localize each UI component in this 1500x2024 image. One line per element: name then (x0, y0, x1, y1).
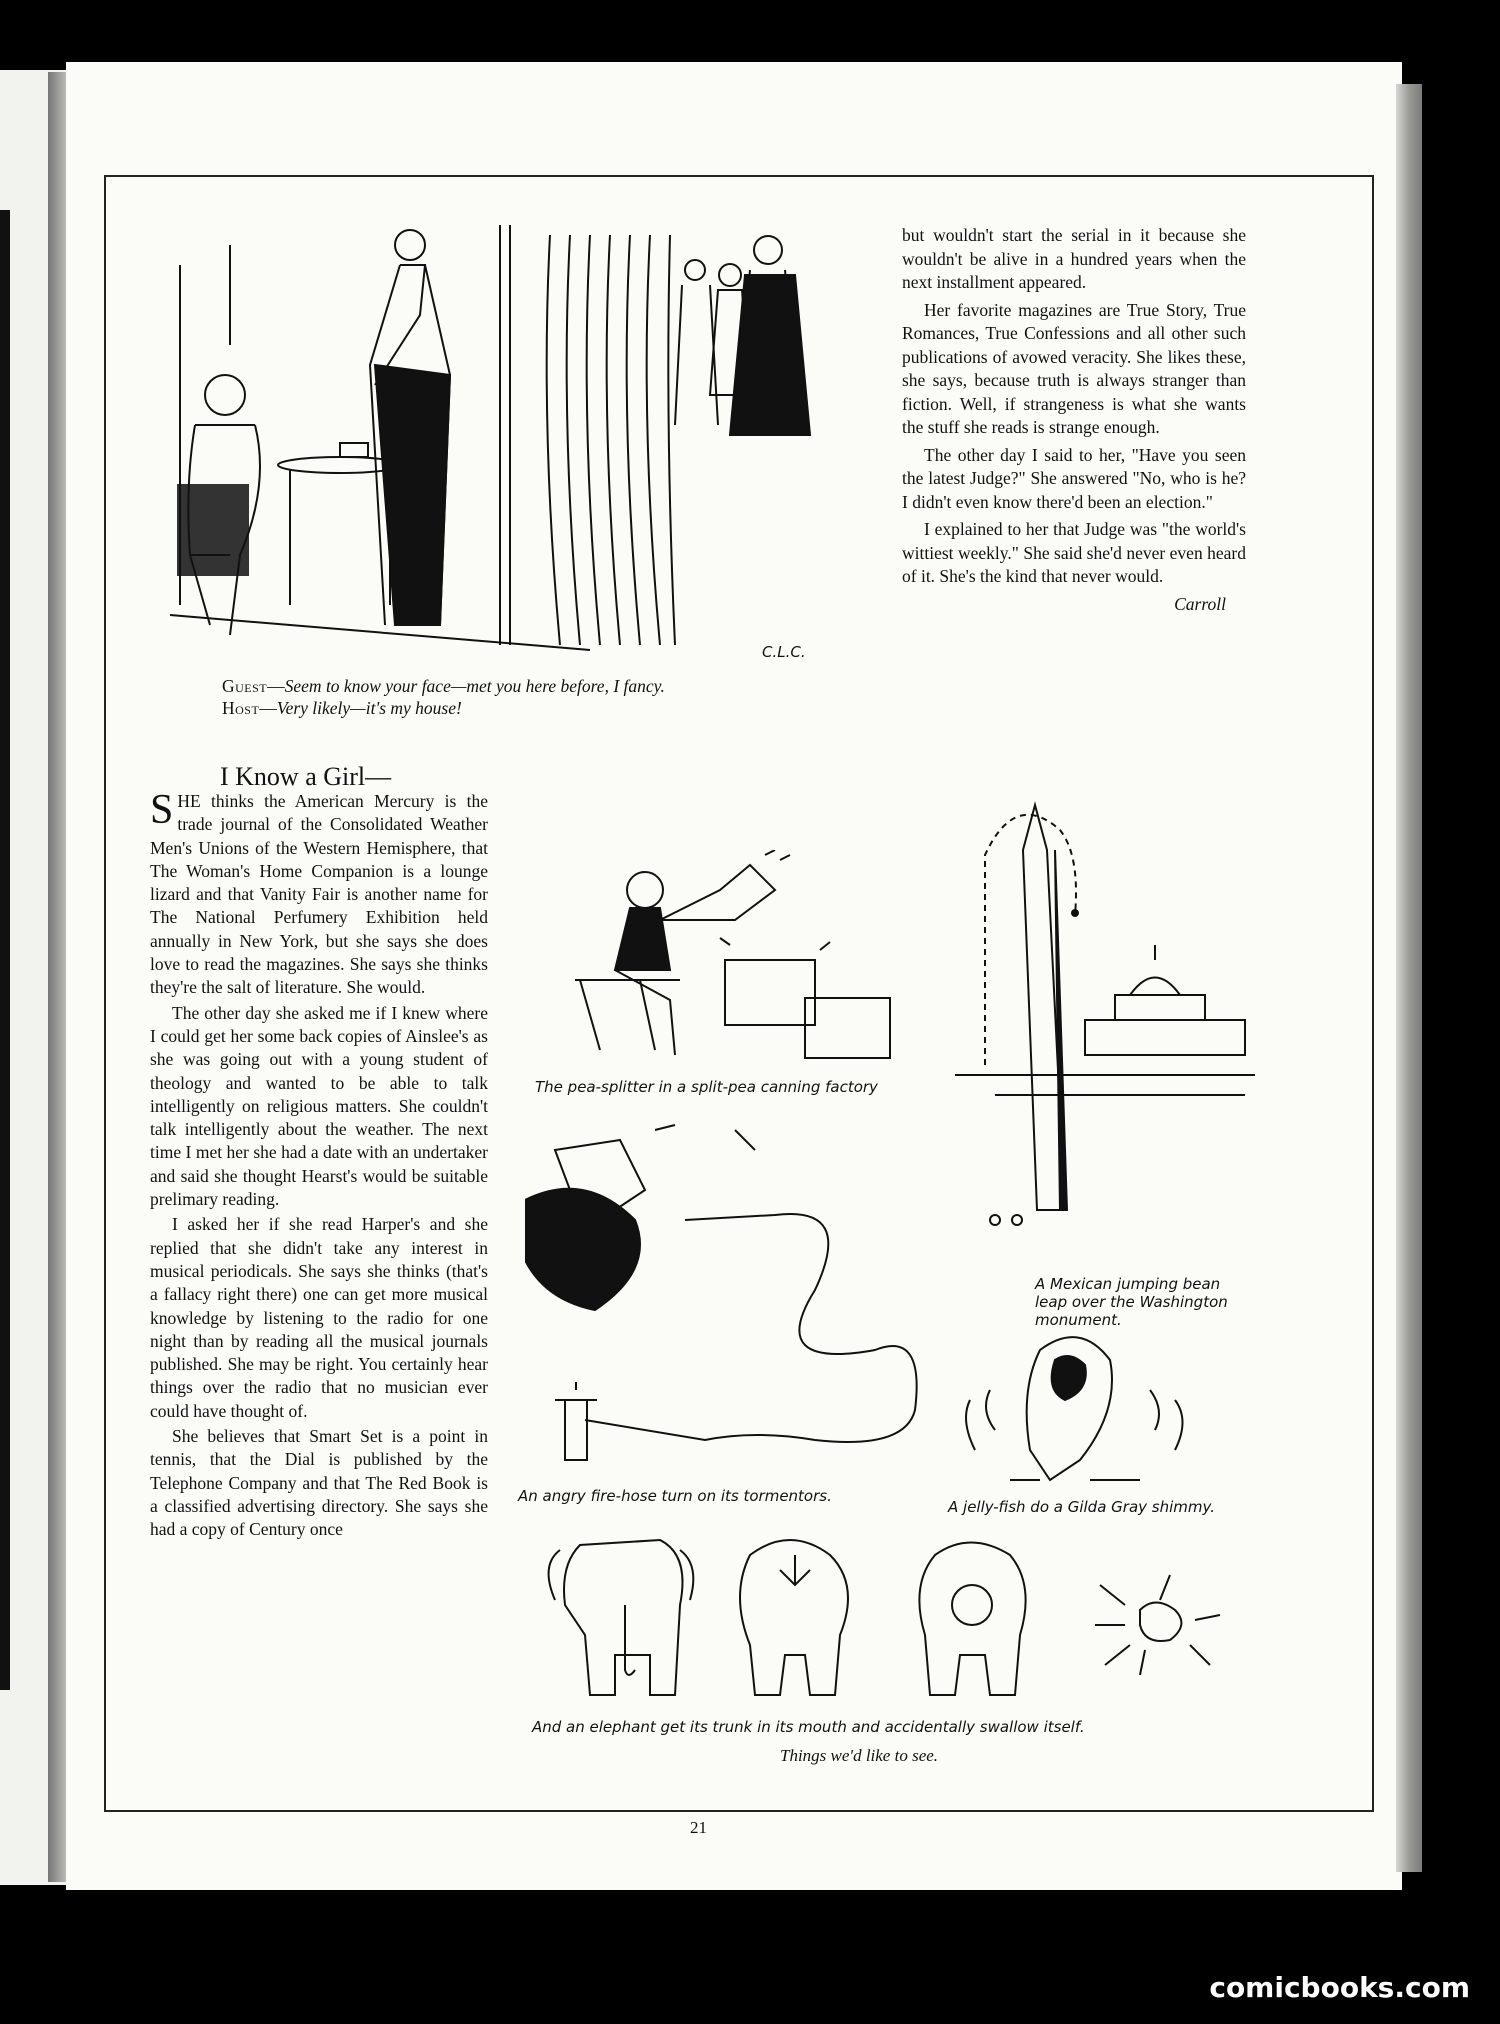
jelly-fish-caption: A jelly-fish do a Gilda Gray shimmy. (948, 1498, 1215, 1516)
article-paragraph-2: The other day she asked me if I knew where I could get her some back copies of Ainslee's as she was going out with a young student of theology and wanted to be able to talk intelligently on religious matters. She couldn't talk intelligently about the weather. The next time I met her she had a date with an undertaker and said she thought Hearst's would be suitable prelimary reading. (150, 1002, 488, 1210)
article-paragraph-3: I asked her if she read Harper's and she replied that she didn't take any interest in musical periodicals. She says she thinks (that's a fallacy right there) one can get more musical knowledge by listening to the radio for one night than by reading all the musical journals published. She may be right. You certainly hear things over the radio that no musician ever could have thought of. (150, 1214, 488, 1421)
jelly-fish-illustration (950, 1330, 1210, 1490)
cartoon-caption (222, 675, 822, 719)
author-signature: Carroll (1174, 593, 1226, 614)
fire-hose-illustration (525, 1110, 945, 1480)
jumping-bean-caption: A Mexican jumping bean leap over the Washington monument. (1035, 1275, 1228, 1329)
right-paragraph-3: The other day I said to her, "Have you seen the latest Judge?" She answered "No, who is he? I didn't even know there'd been an election." (902, 444, 1246, 512)
article-body (150, 787, 488, 1544)
host-label: Host (222, 698, 260, 718)
guest-label: Guest (222, 676, 268, 696)
washington-monument-illustration (955, 795, 1255, 1255)
illustrations-title: Things we'd like to see. (780, 1746, 939, 1765)
article-paragraph-1-text: HE thinks the American Mercury is the trade journal of the Consolidated Weather Men's Unions of the Western Hemisphere, that The Woman's Home Companion is a lounge lizard and that Vanity Fair is another name for The National Perfumery Exhibition held annually in New York, but she says she does love to read the magazines. She says she thinks they're the salt of literature. She would. (150, 791, 488, 998)
drop-cap: S (150, 787, 174, 833)
guest-line: Seem to know your face—met you here before, I fancy. (284, 676, 665, 696)
right-paragraph-4: I explained to her that Judge was "the world's wittiest weekly." She said she'd never even heard of it. She's the kind that never would. (902, 519, 1246, 586)
right-paragraph-1: but wouldn't start the serial in it because she wouldn't be alive in a hundred years when the next installment appeared. (902, 225, 1246, 292)
pea-splitter-illustration (560, 850, 900, 1080)
pea-splitter-caption: The pea-splitter in a split-pea canning factory (535, 1078, 878, 1096)
elephant-illustration (540, 1525, 1280, 1725)
host-caption-line: Host—Very likely—it's my house! (222, 698, 462, 718)
right-column-text (902, 224, 1246, 616)
elephant-caption: And an elephant get its trunk in its mouth and accidentally swallow itself. (532, 1718, 1085, 1736)
page-stack-edge (1396, 84, 1422, 1872)
left-page-text-edge (0, 210, 10, 1690)
right-paragraph-2: Her favorite magazines are True Story, True Romances, True Confessions and all other such publications of avowed veracity. She likes these, she says, because truth is always stranger than fiction. Well, if strangeness is what she wants the stuff she reads is strange enough. (902, 299, 1246, 437)
guest-caption-line: Guest—Seem to know your face—met you here before, I fancy. (222, 676, 665, 696)
article-paragraph-4: She believes that Smart Set is a point in tennis, that the Dial is published by the Telephone Company and that The Red Book is a classified advertising directory. She says she had a copy of Century once (150, 1426, 488, 1540)
fire-hose-caption: An angry fire-hose turn on its tormentors. (518, 1487, 832, 1505)
cartoon-signature: C.L.C. (762, 643, 806, 661)
article-title: I Know a Girl— (220, 762, 392, 791)
watermark-logo: comicbooks.com (1209, 1971, 1470, 2004)
host-line: Very likely—it's my house! (276, 698, 462, 718)
cartoon-guest-host-illustration (170, 225, 830, 665)
article-paragraph-1 (150, 787, 488, 1000)
page-number: 21 (690, 1818, 707, 1837)
